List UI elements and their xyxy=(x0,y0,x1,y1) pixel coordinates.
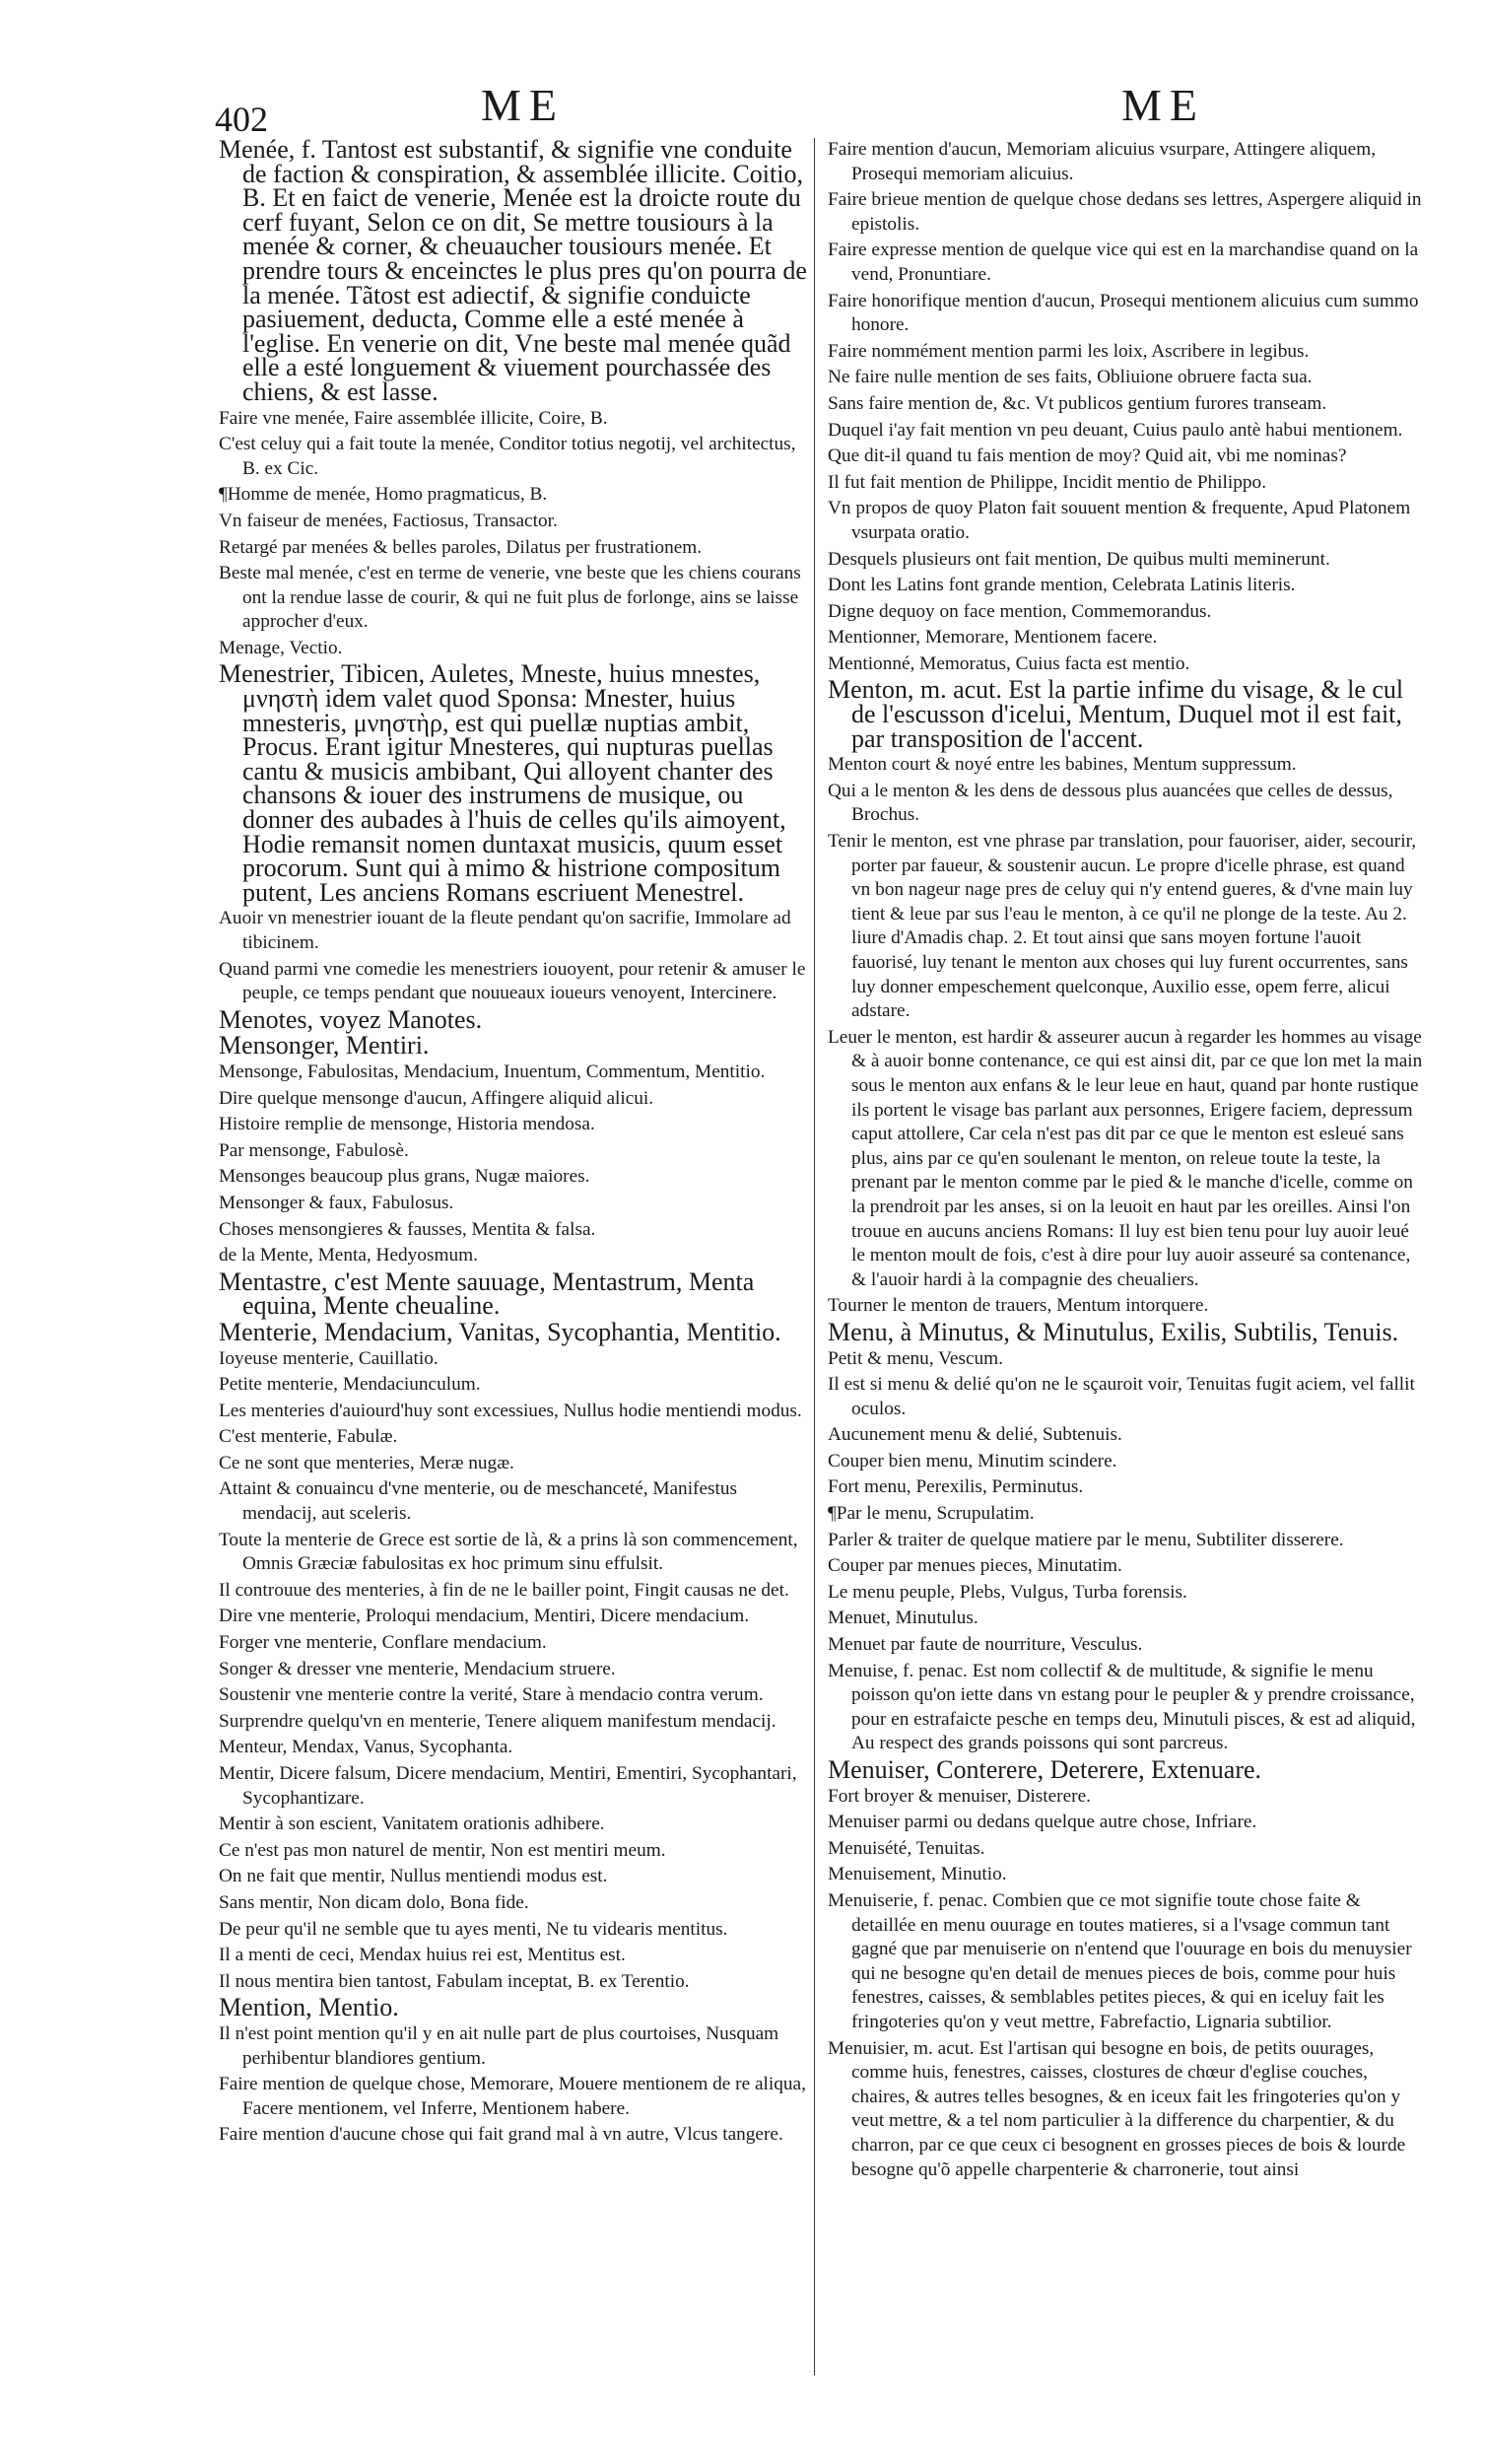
dictionary-entry: Il n'est point mention qu'il y en ait nulle part de plus courtoises, Nusquam perhibentur blandiores gentium. xyxy=(219,2022,779,2069)
dictionary-entry: Faire mention d'aucune chose qui fait grand mal à vn autre, Vlcus tangere. xyxy=(219,2124,783,2146)
dictionary-entry: Attaint & conuaincu d'vne menterie, ou de meschanceté, Manifestus mendacij, aut sceleris. xyxy=(219,1478,738,1525)
dictionary-entry: Menuisier, m. acut. Est l'artisan qui besogne en bois, de petits ouurages, comme huis, fenestres, caisses, clostures de chœur d'eglise couches, chaires, & autres telles besognes, & en iceux fait les fringoteries qu'on y veut mettre, & a tel nom particulier à la difference du charpentier, & du charron, par ce que ceux ci besognent en grosses pieces de bois & lourde besogne qu'õ appelle charpenterie & charronerie, tout ainsi xyxy=(828,2037,1406,2180)
dictionary-entry: Il a menti de ceci, Mendax huius rei est, Mentitus est. xyxy=(219,1945,626,1966)
dictionary-entry: Mensonger & faux, Fabulosus. xyxy=(219,1192,454,1213)
dictionary-entry: Couper bien menu, Minutim scindere. xyxy=(828,1450,1117,1472)
dictionary-entry: Faire brieue mention de quelque chose dedans ses lettres, Aspergere aliquid in epistolis. xyxy=(828,189,1422,235)
dictionary-entry: Ce ne sont que menteries, Meræ nugæ. xyxy=(219,1452,514,1473)
dictionary-entry: Duquel i'ay fait mention vn peu deuant, Cuius paulo antè habui mentionem. xyxy=(828,419,1403,441)
dictionary-entry: Mensonges beaucoup plus grans, Nugæ maiores. xyxy=(219,1166,590,1188)
dictionary-entry: Menteur, Mendax, Vanus, Sycophanta. xyxy=(219,1737,513,1758)
dictionary-entry: On ne fait que mentir, Nullus mentiendi modus est. xyxy=(219,1866,608,1887)
dictionary-entry: Menuisété, Tenuitas. xyxy=(828,1837,985,1859)
dictionary-entry: Sans mentir, Non dicam dolo, Bona fide. xyxy=(219,1891,529,1913)
dictionary-entry: Retargé par menées & belles paroles, Dilatus per frustrationem. xyxy=(219,536,703,558)
dictionary-entry: Vn faiseur de menées, Factiosus, Transactor. xyxy=(219,510,558,531)
dictionary-entry: Qui a le menton & les dens de dessous plus auancées que celles de dessus, Brochus. xyxy=(828,780,1393,826)
dictionary-entry: Songer & dresser vne menterie, Mendacium struere. xyxy=(219,1658,616,1679)
dictionary-entry: Surprendre quelqu'vn en menterie, Tenere aliquem manifestum mendacij. xyxy=(219,1710,776,1732)
dictionary-entry: Menuiser parmi ou dedans quelque autre chose, Infriare. xyxy=(828,1812,1257,1833)
dictionary-entry: Ce n'est pas mon naturel de mentir, Non est mentiri meum. xyxy=(219,1839,666,1861)
dictionary-entry: Toute la menterie de Grece est sortie de là, & a prins là son commencement, Omnis Græciæ fabulositas ex hoc primum sinu effulsit. xyxy=(219,1529,798,1575)
column-divider xyxy=(814,138,815,2375)
dictionary-entry: Mentir à son escient, Vanitatem orationis adhibere. xyxy=(219,1814,605,1835)
dictionary-entry: Beste mal menée, c'est en terme de venerie, vne beste que les chiens courans ont la rendue lasse de courir, & qui ne fuit plus de forlonge, ains se laisse approcher d'eux. xyxy=(219,563,801,633)
dictionary-entry: Forger vne menterie, Conflare mendacium. xyxy=(219,1632,547,1654)
dictionary-entry: Dire quelque mensonge d'aucun, Affingere aliquid alicui. xyxy=(219,1087,654,1109)
dictionary-entry: Menuisement, Minutio. xyxy=(828,1864,1007,1885)
dictionary-entry: Mensonger, Mentiri. xyxy=(219,1031,430,1061)
left-column xyxy=(219,138,815,2375)
dictionary-entry: Menage, Vectio. xyxy=(219,637,343,658)
dictionary-entry: Faire mention d'aucun, Memoriam alicuius vsurpare, Attingere aliquem, Prosequi memoriam alicuius. xyxy=(828,139,1377,184)
dictionary-entry: ¶Homme de menée, Homo pragmaticus, B. xyxy=(219,484,548,506)
dictionary-entry: Mentir, Dicere falsum, Dicere mendacium, Mentiri, Ementiri, Sycophantari, Sycophantizare. xyxy=(219,1763,797,1809)
dictionary-entry: de la Mente, Menta, Hedyosmum. xyxy=(219,1245,478,1266)
dictionary-entry: Mensonge, Fabulositas, Mendacium, Inuentum, Commentum, Mentitio. xyxy=(219,1061,766,1082)
dictionary-entry: Que dit-il quand tu fais mention de moy? Quid ait, vbi me nominas? xyxy=(828,445,1347,467)
dictionary-entry: Menuiserie, f. penac. Combien que ce mot signifie toute chose faite & detaillée en menu ouurage en toutes matieres, si a l'vsage commun tant gagné que par menuiserie on n'entend que l'ouurage en bois du menuysier qui ne besogne qu'en detail de menues pieces de bois, comme pour huis fenestres, caisses, & semblables petites pieces, & qui en iceluy fait les fringoteries qu'on y veut mettre, Fabrefactio, Lignaria subtilior. xyxy=(828,1889,1412,2032)
dictionary-entry: Dont les Latins font grande mention, Celebrata Latinis literis. xyxy=(828,575,1296,596)
dictionary-entry: Tenir le menton, est vne phrase par translation, pour fauoriser, aider, secourir, porter par faueur, & soustenir aucun. Le propre d'icelle phrase, est quand vn bon nageur nage pres de celuy qui n'y entend gueres, & d'vne main luy tient & leue par sus l'eau le menton, à ce qu'il ne plonge de la teste. Au 2. liure d'Amadis chap. 2. Et tout ainsi que sans moyen fortune l'auoit fauorisé, luy tenant le menton aux choses qui luy furent occurrentes, sans luy donner empeschement quelconque, Auxilio esse, opem ferre, alicui adstare. xyxy=(828,831,1417,1022)
dictionary-entry: Par mensonge, Fabulosè. xyxy=(219,1139,409,1161)
dictionary-entry: Faire expresse mention de quelque vice qui est en la marchandise quand on la vend, Pronuntiare. xyxy=(828,240,1419,285)
dictionary-entry: Choses mensongieres & fausses, Mentita & falsa. xyxy=(219,1218,596,1240)
dictionary-entry: Couper par menues pieces, Minutatim. xyxy=(828,1555,1122,1577)
dictionary-entry: Petite menterie, Mendaciunculum. xyxy=(219,1374,481,1396)
dictionary-entry: Les menteries d'auiourd'huy sont excessiues, Nullus hodie mentiendi modus. xyxy=(219,1400,802,1421)
dictionary-entry: Il fut fait mention de Philippe, Incidit mentio de Philippo. xyxy=(828,471,1267,493)
dictionary-entry: Desquels plusieurs ont fait mention, De quibus multi meminerunt. xyxy=(828,548,1330,570)
dictionary-entry: C'est menterie, Fabulæ. xyxy=(219,1426,398,1448)
dictionary-entry: Menée, f. Tantost est substantif, & signifie vne conduite de faction & conspiration, & assemblée illicite. Coitio, B. Et en faict de venerie, Menée est la droicte route du cerf fuyant, Selon ce on dit, Se mettre tousiours à la menée & corner, & cheuaucher tousiours menée. Et prendre tours & enceinctes le plus pres qu'on pourra de la menée. Tãtost est adiectif, & signifie conduicte pasiuement, deducta, Comme elle a esté menée à l'eglise. En venerie on dit, Vne beste mal menée quãd elle a esté longuement & viuement pourchassée des chiens, & est lasse. xyxy=(219,138,807,406)
dictionary-entry: Ne faire nulle mention de ses faits, Obliuione obruere facta sua. xyxy=(828,367,1313,388)
dictionary-entry: Parler & traiter de quelque matiere par le menu, Subtiliter disserere. xyxy=(828,1529,1344,1550)
dictionary-entry: Le menu peuple, Plebs, Vulgus, Turba forensis. xyxy=(828,1581,1187,1603)
dictionary-entry: Menuise, f. penac. Est nom collectif & de multitude, & signifie le menu poisson qu'on iette dans vn estang pour le peupler & y prendre croissance, pour en estrafaicte pesche en temps deu, Minutuli pisces, & est ad aliquid, Au respect des grands poissons qui sont parcreus. xyxy=(828,1660,1416,1754)
running-head-right: ME xyxy=(1121,80,1205,130)
dictionary-entry: Aucunement menu & delié, Subtenuis. xyxy=(828,1424,1122,1446)
dictionary-entry: Fort broyer & menuiser, Disterere. xyxy=(828,1785,1091,1807)
dictionary-entry: Menu, à Minutus, & Minutulus, Exilis, Subtilis, Tenuis. xyxy=(828,1317,1399,1346)
dictionary-entry: Auoir vn menestrier iouant de la fleute pendant qu'on sacrifie, Immolare ad tibicinem. xyxy=(219,908,791,953)
dictionary-entry: Menestrier, Tibicen, Auletes, Mneste, huius mnestes, μνηστὴ idem valet quod Sponsa: Mnester, huius mnesteris, μνηστὴρ, est qui puellæ nuptias ambit, Procus. Erant igitur Mnesteres, qui nupturas puellas cantu & musicis ambibant, Qui alloyent chanter des chansons & iouer des instrumens de musique, ou donner des aubades à l'huis de celles qu'ils aimoyent, Hodie remansit nomen duntaxat musicis, quum esset procorum. Sunt qui à mimo & histrione compositum putent, Les anciens Romans escriuent Menestrel. xyxy=(219,659,786,907)
dictionary-entry: Histoire remplie de mensonge, Historia mendosa. xyxy=(219,1114,595,1135)
dictionary-entry: Faire vne menée, Faire assemblée illicite, Coire, B. xyxy=(219,407,608,429)
dictionary-entry: Quand parmi vne comedie les menestriers iouoyent, pour retenir & amuser le peuple, ce temps pendant que nouueaux ioueurs venoyent, Intercinere. xyxy=(219,958,806,1004)
dictionary-entry: Faire honorifique mention d'aucun, Prosequi mentionem alicuius cum summo honore. xyxy=(828,290,1419,336)
dictionary-entry: Dire vne menterie, Proloqui mendacium, Mentiri, Dicere mendacium. xyxy=(219,1606,750,1627)
dictionary-entry: Menuet par faute de nourriture, Vesculus. xyxy=(828,1634,1143,1656)
dictionary-entry: Vn propos de quoy Platon fait souuent mention & frequente, Apud Platonem vsurpata oratio. xyxy=(828,498,1411,543)
dictionary-entry: Il est si menu & delié qu'on ne le sçauroit voir, Tenuitas fugit aciem, vel fallit oculos. xyxy=(828,1374,1415,1419)
dictionary-entry: Sans faire mention de, &c. Vt publicos gentium furores transeam. xyxy=(828,392,1327,414)
dictionary-entry: Mention, Mentio. xyxy=(219,1993,399,2022)
dictionary-entry: Fort menu, Perexilis, Perminutus. xyxy=(828,1476,1084,1498)
dictionary-entry: Il controuue des menteries, à fin de ne le bailler point, Fingit causas ne det. xyxy=(219,1579,789,1601)
dictionary-entry: Mentastre, c'est Mente sauuage, Mentastrum, Menta equina, Mente cheualine. xyxy=(219,1266,755,1321)
dictionary-entry: Ioyeuse menterie, Cauillatio. xyxy=(219,1347,439,1369)
dictionary-entry: Mentionné, Memoratus, Cuius facta est mentio. xyxy=(828,652,1190,674)
running-head-left: ME xyxy=(481,80,565,130)
dictionary-entry: Menton court & noyé entre les babines, Mentum suppressum. xyxy=(828,754,1297,776)
dictionary-entry: Soustenir vne menterie contre la verité, Stare à mendacio contra verum. xyxy=(219,1684,764,1706)
dictionary-entry: De peur qu'il ne semble que tu ayes menti, Ne tu videaris mentitus. xyxy=(219,1918,728,1940)
dictionary-entry: Leuer le menton, est hardir & asseurer aucun à regarder les hommes au visage & à auoir bonne contenance, ce qui est ainsi dit, par ce que lon met la main sous le menton aux enfans & le leur leue en haut, quand par honte rustique ils portent le visage bas parlant aux personnes, Erigere faciem, depressum caput attollere, Car cela n'est pas dit par ce que le menton est esleué sans plus, ains par ce qu'en soulenant le menton, on releue toute la teste, la prenant par le menton comme par le pied & le manche d'icelle, comme on la prendroit par les anses, si on la leuoit en haut par les oreilles. Ainsi l'on trouue en aucuns anciens Romans: Il luy est bien tenu pour luy auoir leué le menton moult de fois, c'est à dire pour luy auoir asseuré sa contenance, & l'auoir hardi à la compagnie des cheualiers. xyxy=(828,1026,1423,1290)
dictionary-entry: Faire nommément mention parmi les loix, Ascribere in legibus. xyxy=(828,340,1310,362)
dictionary-entry: Menotes, voyez Manotes. xyxy=(219,1004,483,1034)
dictionary-entry: Mentionner, Memorare, Mentionem facere. xyxy=(828,627,1158,649)
dictionary-entry: Tourner le menton de trauers, Mentum intorquere. xyxy=(828,1295,1209,1317)
dictionary-entry: Menterie, Mendacium, Vanitas, Sycophantia, Mentitio. xyxy=(219,1317,781,1346)
dictionary-entry: ¶Par le menu, Scrupulatim. xyxy=(828,1503,1035,1525)
dictionary-entry: Menuet, Minutulus. xyxy=(828,1608,979,1629)
dictionary-entry: Petit & menu, Vescum. xyxy=(828,1347,1003,1369)
dictionary-entry: C'est celuy qui a fait toute la menée, Conditor totius negotij, vel architectus, B. ex Cic. xyxy=(219,434,796,479)
dictionary-entry: Menton, m. acut. Est la partie infime du visage, & le cul de l'escusson d'icelui, Mentum, Duquel mot il est fait, par transposition de l'accent. xyxy=(828,675,1404,753)
dictionary-entry: Faire mention de quelque chose, Memorare, Mouere mentionem de re aliqua, Facere mentionem, vel Inferre, Mentionem habere. xyxy=(219,2074,806,2119)
dictionary-entry: Menuiser, Conterere, Deterere, Extenuare. xyxy=(828,1755,1262,1784)
right-column xyxy=(828,138,1424,2375)
dictionary-entry: Il nous mentira bien tantost, Fabulam inceptat, B. ex Terentio. xyxy=(219,1970,690,1992)
page-number: 402 xyxy=(215,100,268,139)
dictionary-entry: Digne dequoy on face mention, Commemorandus. xyxy=(828,600,1212,622)
